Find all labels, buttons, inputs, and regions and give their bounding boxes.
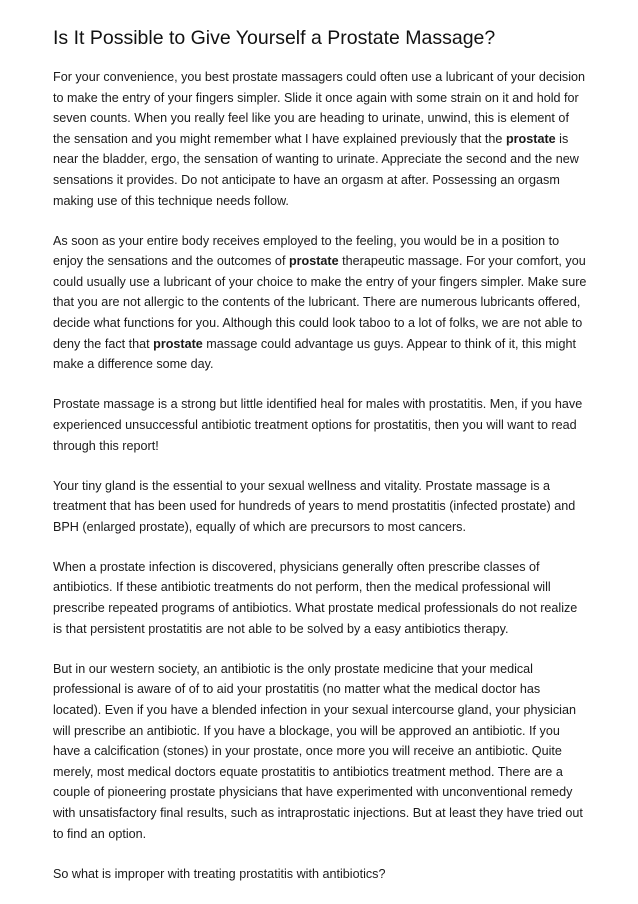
page-title: Is It Possible to Give Yourself a Prostate Massage? (53, 27, 496, 49)
paragraph-2-text-b: therapeutic massage. For your comfort, you could usually use a lubricant of your choice to make the entry of your fingers simpler. Make sure that you are not allergic to the contents of the lubricant. There are numerous lubricants offered, decide what functions for you. Although this could look taboo to a lot of folks, we are not able to deny the fact that (53, 254, 587, 351)
paragraph-4: Your tiny gland is the essential to your sexual wellness and vitality. Prostate massage is a treatment that has been used for hundreds of years to mend prostatitis (infected prostate) and BPH (enlarged prostate), equally of which are precursors to most cancers. (53, 478, 576, 534)
keyword-prostate: prostate (153, 336, 203, 351)
paragraph-1-text-a: For your convenience, you best prostate massagers could often use a lubricant of your decision to make the entry of your fingers simpler. Slide it once again with some strain on it and hold for seven counts. When you really feel like you are heading to urinate, unwind, this is element of the sensation and you might remember what I have explained previously that the (53, 70, 586, 146)
paragraph-6: But in our western society, an antibiotic is the only prostate medicine that your medical professional is aware of of to aid your prostatitis (no matter what the medical doctor has located). Even if you have a blended infection in your sexual intercourse gland, your physician will prescribe an antibiotic. If you have a blockage, you will be approved an antibiotic. If you have a calcification (stones) in your prostate, once more you will receive an antibiotic. Quite merely, most medical doctors equate prostatitis to antibiotics treatment method. There are a couple of pioneering prostate physicians that have experimented with unconventional remedy with unsatisfactory final results, such as intraprostatic injections. But at least they have tried out to find an option. (53, 661, 583, 841)
paragraph-5: When a prostate infection is discovered, physicians generally often prescribe classes of antibiotics. If these antibiotic treatments do not perform, then the medical professional will prescribe repeated programs of antibiotics. What prostate medical professionals do not realize is that persistent prostatitis are not able to be solved by a easy antibiotics therapy. (53, 559, 578, 636)
paragraph-2-text-c: massage could advantage us guys. Appear to think of it, this might make a difference some day. (53, 336, 576, 372)
paragraph-1 (53, 67, 588, 211)
paragraph-7: So what is improper with treating prostatitis with antibiotics? (53, 866, 386, 881)
paragraph-2 (53, 231, 588, 375)
keyword-prostate: prostate (288, 254, 339, 269)
keyword-prostate: prostate (505, 131, 556, 146)
paragraph-1-text-b: is near the bladder, ergo, the sensation of wanting to urinate. Appreciate the second and the new sensations it provides. Do not anticipate to have an orgasm at after. Possessing an orgasm making use of this technique needs follow. (53, 131, 579, 208)
document-page (53, 26, 588, 904)
paragraph-3: Prostate massage is a strong but little identified heal for males with prostatitis. Men, if you have experienced unsuccessful antibiotic treatment options for prostatitis, then you will want to read through this report! (53, 397, 583, 453)
paragraph-2-text-a: As soon as your entire body receives employed to the feeling, you would be in a position to enjoy the sensations and the outcomes of (53, 233, 560, 269)
